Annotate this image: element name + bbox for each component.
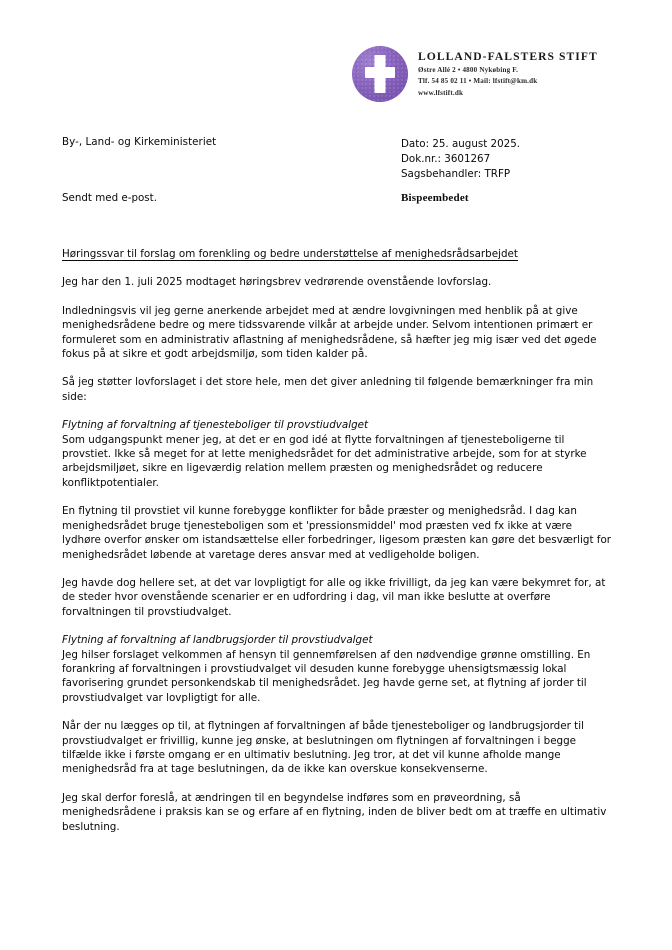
organisation-address: Østre Allé 2 • 4800 Nykøbing F. bbox=[418, 66, 519, 75]
section-heading-landbrugsjorder: Flytning af forvaltning af landbrugsjorder til provstiudvalget bbox=[62, 634, 373, 647]
meta-document-number: Dok.nr.: 3601267 bbox=[401, 153, 491, 166]
organisation-contact: Tlf. 54 85 02 11 • Mail: lfstift@km.dk bbox=[418, 77, 538, 86]
meta-date: Dato: 25. august 2025. bbox=[401, 138, 521, 150]
delivery-note: Sendt med e-post. bbox=[62, 192, 157, 204]
paragraph-6: Jeg hilser forslaget velkommen af hensyn til gennemførelsen af den nødvendige grønne omstilling. En forankring af forvaltningen i provstiudvalget vil desuden kunne forebygge uhensigtsmæssig lokal favorisering grundet personkendskab til menighedsrådet. Jeg havde gerne set, at flytning af jorder til provstiudvalget var lovpligtigt for alle. bbox=[62, 648, 591, 704]
intro-paragraph: Jeg har den 1. juli 2025 modtaget høringsbrev vedrørende ovenstående lovforslag. bbox=[62, 276, 492, 289]
recipient-name: By-, Land- og Kirkeministeriet bbox=[62, 136, 217, 148]
paragraph-1: Indledningsvis vil jeg gerne anerkende arbejdet med at ændre lovgivningen med henblik på at give menighedsrådene bedre og mere tidssvarende vilkår at arbejde under. Selvom intentionen primært er formuleret som en administrativ aflastning af menighedsrådene, så hæfter jeg mig især ved det øgede fokus på at sikre et godt arbejdsmiljø, som tiden kalder på. bbox=[62, 304, 597, 361]
organisation-name: LOLLAND-FALSTERS STIFT bbox=[418, 50, 598, 63]
paragraph-4: En flytning til provstiet vil kunne forebygge konflikter for både præster og menighedsråd. I dag kan menighedsrådet bruge tjenesteboligen som et 'pressionsmiddel' mod præsten ved fx ikke at være lydhøre overfor ønsker om istandsættelse eller forbedringer, ligesom præsten kan gøre det besværligt for menighedsrådet løbende at varetage deres ansvar med at vedligeholde boligen. bbox=[62, 505, 612, 561]
paragraph-7: Når der nu lægges op til, at flytningen af forvaltningen af både tjenesteboliger og landbrugsjorder til provstiudvalget er frivillig, kunne jeg ønske, at beslutningen om flytningen af forvaltningen i begge tilfælde ikke i første omgang er en ultimativ beslutning. Jeg tror, at det vil kunne afholde mange menighedsråd fra at tage beslutningen, da de ikke kan overskue konsekvenserne. bbox=[62, 720, 584, 776]
cross-horizontal-bar bbox=[365, 67, 395, 78]
paragraph-5: Jeg havde dog hellere set, at det var lovpligtigt for alle og ikke frivilligt, da jeg kan være bekymret for, at de steder hvor ovenstående scenarier er en udfordring i dag, vil man ikke beslutte at overføre forvaltningen til provstiudvalget. bbox=[62, 576, 606, 618]
meta-case-handler: Sagsbehandler: TRFP bbox=[401, 168, 511, 181]
letter-body bbox=[62, 247, 614, 848]
paragraph-3: Som udgangspunkt mener jeg, at det er en god idé at flytte forvaltningen af tjenesteboligerne til provstiet. Ikke så meget for at lette menighedsrådet for det administrative arbejde, som for at styrke arbejdsmiljøet, sikre en ligeværdig relation mellem præsten og menighedsrådet og reducere konfliktpotentialer. bbox=[62, 433, 587, 489]
organisation-website: www.lfstift.dk bbox=[418, 88, 464, 97]
document-title: Høringssvar til forslag om forenkling og bedre understøttelse af menighedsrådsarbejdet bbox=[62, 248, 518, 260]
organisation-block bbox=[418, 44, 598, 97]
paragraph-2: Så jeg støtter lovforslaget i det store hele, men det giver anledning til følgende bemærkninger fra min side: bbox=[62, 376, 594, 403]
paragraph-8: Jeg skal derfor foreslå, at ændringen til en begyndelse indføres som en prøveordning, så menighedsrådene i praksis kan se og erfare af en flytning, inden de bliver bedt om at træffe en ultimativ beslutning. bbox=[62, 791, 607, 833]
section-heading-tjenesteboliger: Flytning af forvaltning af tjenesteboliger til provstiudvalget bbox=[62, 419, 369, 432]
document-meta bbox=[401, 137, 520, 183]
meta-department: Bispeembedet bbox=[401, 192, 469, 204]
cross-emblem-icon bbox=[352, 46, 408, 102]
letterhead bbox=[352, 44, 598, 102]
